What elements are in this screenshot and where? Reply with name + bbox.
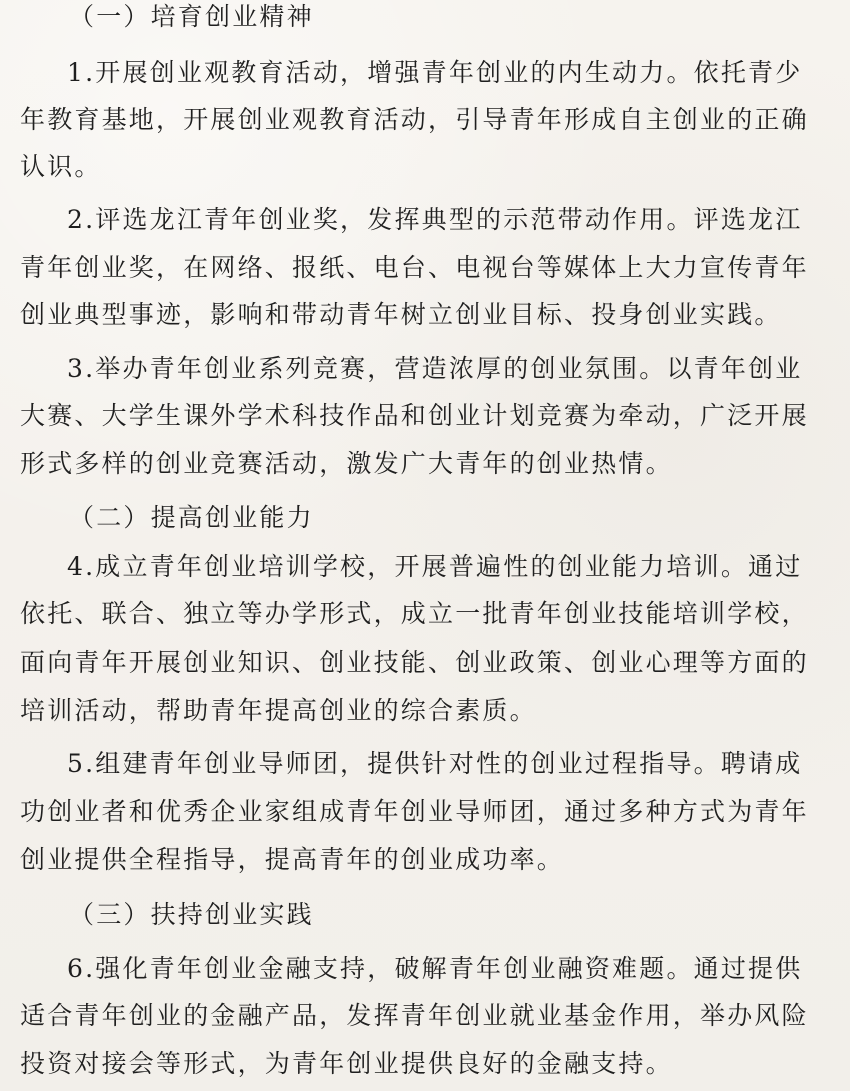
- section-heading-2: （二）提高创业能力: [69, 503, 314, 532]
- paragraph-4-line-3: 面向青年开展创业知识、创业技能、创业政策、创业心理等方面的: [20, 648, 809, 677]
- paragraph-5-line-2: 功创业者和优秀企业家组成青年创业导师团，通过多种方式为青年: [20, 797, 809, 826]
- section-heading-3: （三）扶持创业实践: [69, 900, 314, 929]
- paragraph-2-line-1: 2.评选龙江青年创业奖，发挥典型的示范带动作用。评选龙江: [67, 205, 803, 234]
- paragraph-5-line-1: 5.组建青年创业导师团，提供针对性的创业过程指导。聘请成: [67, 749, 803, 778]
- paragraph-6-line-1: 6.强化青年创业金融支持，破解青年创业融资难题。通过提供: [67, 954, 803, 983]
- paragraph-1-line-3: 认识。: [20, 152, 102, 181]
- paragraph-4-line-4: 培训活动，帮助青年提高创业的综合素质。: [20, 696, 537, 725]
- paragraph-3-line-3: 形式多样的创业竞赛活动，激发广大青年的创业热情。: [20, 449, 673, 478]
- section-heading-1: （一）培育创业精神: [69, 2, 314, 31]
- paragraph-3-line-1: 3.举办青年创业系列竞赛，营造浓厚的创业氛围。以青年创业: [67, 354, 803, 383]
- paragraph-2-line-2: 青年创业奖，在网络、报纸、电台、电视台等媒体上大力宣传青年: [20, 253, 809, 282]
- paragraph-3-line-2: 大赛、大学生课外学术科技作品和创业计划竞赛为牵动，广泛开展: [20, 401, 809, 430]
- paragraph-6-line-2: 适合青年创业的金融产品，发挥青年创业就业基金作用，举办风险: [20, 1001, 809, 1030]
- paragraph-2-line-3: 创业典型事迹，影响和带动青年树立创业目标、投身创业实践。: [20, 300, 782, 329]
- paragraph-1-line-2: 年教育基地，开展创业观教育活动，引导青年形成自主创业的正确: [20, 105, 809, 134]
- paragraph-4-line-1: 4.成立青年创业培训学校，开展普遍性的创业能力培训。通过: [67, 552, 803, 581]
- paragraph-6-line-3: 投资对接会等形式，为青年创业提供良好的金融支持。: [20, 1049, 673, 1078]
- paragraph-4-line-2: 依托、联合、独立等办学形式，成立一批青年创业技能培训学校，: [20, 599, 809, 628]
- paragraph-1-line-1: 1.开展创业观教育活动，增强青年创业的内生动力。依托青少: [67, 58, 803, 87]
- paragraph-5-line-3: 创业提供全程指导，提高青年的创业成功率。: [20, 845, 565, 874]
